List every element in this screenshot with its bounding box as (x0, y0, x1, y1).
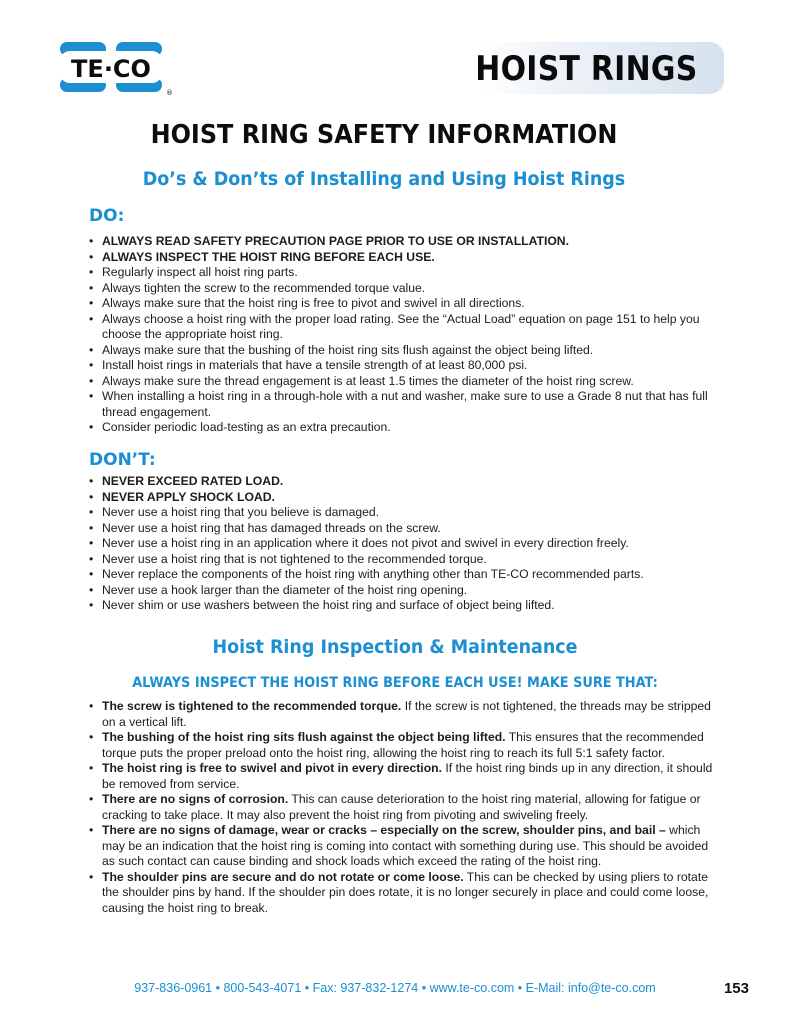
list-item (89, 312, 713, 343)
inspection-subheading: ALWAYS INSPECT THE HOIST RING BEFORE EACH USE! MAKE SURE THAT: (132, 675, 658, 691)
bold-text: The hoist ring is free to swivel and pivot in every direction. (102, 761, 442, 775)
body-text: Regularly inspect all hoist ring parts. (102, 265, 298, 279)
list-item (89, 761, 713, 792)
body-text: Never use a hoist ring that is not tightened to the recommended torque. (102, 551, 487, 566)
banner-title: HOIST RINGS (475, 49, 698, 89)
bold-text: The shoulder pins are secure and do not rotate or come loose. (102, 869, 464, 884)
body-text: This can be checked by using pliers to rotate the shoulder pins by hand. If the shoulder pin does rotate, it is no longer securely in place and could come loose, causing the hoist ring to break. (102, 869, 709, 915)
bold-text: ALWAYS READ SAFETY PRECAUTION PAGE PRIOR TO USE OR INSTALLATION. (102, 234, 569, 248)
list-item (89, 567, 713, 583)
body-text: Consider periodic load-testing as an extra precaution. (102, 420, 391, 434)
list-item (89, 281, 713, 297)
list-item (89, 536, 713, 552)
dont-list (89, 474, 713, 614)
dont-heading: DON’T: (89, 450, 156, 470)
bold-text: The bushing of the hoist ring sits flush against the object being lifted. (102, 730, 506, 744)
do-list (89, 234, 713, 436)
list-item (89, 583, 713, 599)
inspection-list (89, 699, 713, 916)
body-text: If the hoist ring binds up in any direction, it should be removed from service. (102, 761, 713, 791)
inspection-title: Hoist Ring Inspection & Maintenance (212, 636, 578, 658)
body-text: Never replace the components of the hoist ring with anything other than TE-CO recommended parts. (102, 567, 644, 581)
list-item (89, 296, 713, 312)
bold-text: The screw is tightened to the recommended torque. (102, 699, 402, 713)
body-text: This ensures that the recommended torque puts the proper preload onto the hoist ring, allowing the hoist ring to reach its full 5:1 safety factor. (102, 730, 704, 760)
do-heading: DO: (89, 206, 125, 226)
body-text: Always tighten the screw to the recommended torque value. (102, 280, 426, 295)
body-text: Never shim or use washers between the hoist ring and surface of object being lifted. (102, 598, 555, 612)
bold-text: ALWAYS INSPECT THE HOIST RING BEFORE EACH USE. (102, 249, 435, 264)
body-text: which may be an indication that the hoist ring is coming into contact with something during use. This should be avoided as such contact can cause binding and shock loads which exceed the rating of the hoist ring. (102, 823, 709, 868)
list-item (89, 474, 713, 490)
body-text: Install hoist rings in materials that have a tensile strength of at least 80,000 psi. (102, 358, 528, 372)
list-item (89, 521, 713, 537)
bold-text: NEVER EXCEED RATED LOAD. (102, 474, 284, 488)
list-item (89, 490, 713, 506)
body-text: Never use a hoist ring in an application where it does not pivot and swivel in every direction freely. (102, 536, 629, 550)
body-text: When installing a hoist ring in a through-hole with a nut and washer, make sure to use a Grade 8 nut that has full thread engagement. (102, 389, 708, 419)
list-item (89, 420, 713, 436)
list-item (89, 792, 713, 823)
list-item (89, 250, 713, 266)
body-text: Never use a hoist ring that has damaged threads on the screw. (102, 520, 441, 535)
list-item (89, 389, 713, 420)
body-text: Never use a hoist ring that you believe is damaged. (102, 505, 380, 519)
logo-wordmark: TE·CO (71, 55, 151, 83)
te-co-logo (60, 42, 172, 96)
list-item (89, 598, 713, 614)
body-text: Always make sure the thread engagement is at least 1.5 times the diameter of the hoist ring screw. (102, 373, 634, 388)
footer-contact: 937-836-0961 • 800-543-4071 • Fax: 937-832-1274 • www.te-co.com • E-Mail: info@te-co.com (134, 981, 656, 995)
bold-text: NEVER APPLY SHOCK LOAD. (102, 489, 275, 504)
page-number: 153 (723, 980, 749, 997)
list-item (89, 505, 713, 521)
body-text: Always make sure that the bushing of the hoist ring sits flush against the object being lifted. (102, 342, 594, 357)
body-text: Always make sure that the hoist ring is free to pivot and swivel in all directions. (102, 296, 525, 310)
list-item (89, 343, 713, 359)
body-text: If the screw is not tightened, the threads may be stripped on a vertical lift. (102, 699, 711, 729)
list-item (89, 870, 713, 917)
list-item (89, 730, 713, 761)
bold-text: There are no signs of damage, wear or cracks – especially on the screw, shoulder pins, and bail – (102, 823, 666, 837)
body-text: Always choose a hoist ring with the proper load rating. See the “Actual Load” equation on page 151 to help you choose the appropriate hoist ring. (102, 311, 700, 341)
body-text: This can cause deterioration to the hoist ring material, allowing for fatigue or cracking to take place. It may also prevent the hoist ring from pivoting and swiveling freely. (102, 792, 701, 822)
page-title: HOIST RING SAFETY INFORMATION (150, 120, 618, 150)
list-item (89, 374, 713, 390)
list-item (89, 265, 713, 281)
body-text: Never use a hook larger than the diameter of the hoist ring opening. (102, 582, 468, 597)
list-item (89, 358, 713, 374)
page-subtitle: Do’s & Don’ts of Installing and Using Hoist Rings (142, 168, 626, 190)
header-banner (475, 42, 724, 94)
list-item (89, 552, 713, 568)
bold-text: There are no signs of corrosion. (102, 792, 289, 806)
list-item (89, 823, 713, 870)
registered-mark: ® (166, 89, 173, 97)
list-item (89, 234, 713, 250)
list-item (89, 699, 713, 730)
